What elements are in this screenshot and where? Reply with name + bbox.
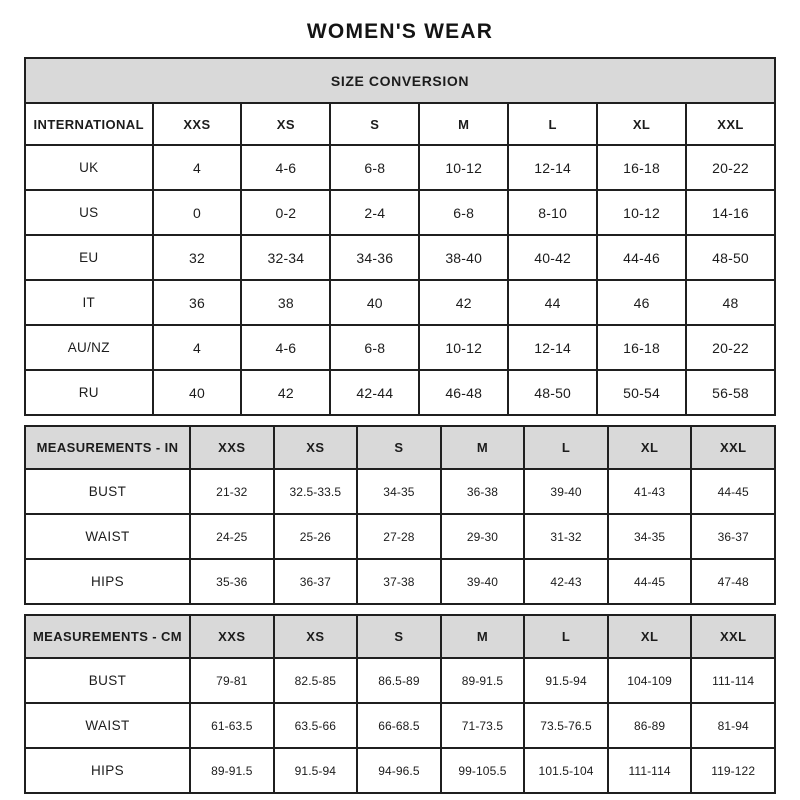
size-value-cell: 4 [153,145,242,190]
size-value-cell: 40 [153,370,242,415]
measurement-value-cell: 86.5-89 [357,658,441,703]
size-conversion-row-eu [25,235,775,280]
measurement-value-cell: 111-114 [691,658,775,703]
measurement-value-cell: 89-91.5 [441,658,525,703]
column-header-s: S [357,615,441,658]
row-label: AU/NZ [25,325,153,370]
size-value-cell: 40 [330,280,419,325]
measurement-value-cell: 27-28 [357,514,441,559]
row-label: EU [25,235,153,280]
measurement-value-cell: 34-35 [357,469,441,514]
size-conversion-table [24,57,776,416]
measurement-value-cell: 47-48 [691,559,775,604]
size-value-cell: 16-18 [597,325,686,370]
size-value-cell: 20-22 [686,145,775,190]
size-conversion-row-it [25,280,775,325]
size-value-cell: 4-6 [241,145,330,190]
size-conversion-banner-row [25,58,775,103]
column-header-s: S [330,103,419,145]
measurement-value-cell: 79-81 [190,658,274,703]
row-label: WAIST [25,703,190,748]
size-value-cell: 10-12 [419,145,508,190]
size-value-cell: 38 [241,280,330,325]
measurement-value-cell: 39-40 [524,469,608,514]
measurement-value-cell: 44-45 [608,559,692,604]
column-header-l: L [524,615,608,658]
size-value-cell: 6-8 [330,145,419,190]
size-value-cell: 12-14 [508,325,597,370]
in-row-waist [25,514,775,559]
column-header-m: M [441,426,525,469]
measurements-cm-header-row [25,615,775,658]
measurement-value-cell: 31-32 [524,514,608,559]
measurements-in-header-row [25,426,775,469]
column-header-international: INTERNATIONAL [25,103,153,145]
column-header-xxl: XXL [691,426,775,469]
size-value-cell: 4 [153,325,242,370]
size-conversion-banner: SIZE CONVERSION [25,58,775,103]
measurement-value-cell: 36-37 [274,559,358,604]
measurement-value-cell: 35-36 [190,559,274,604]
measurements-cm-table [24,614,776,794]
column-header-xxl: XXL [691,615,775,658]
in-row-bust [25,469,775,514]
column-header-xs: XS [274,426,358,469]
measurement-value-cell: 36-37 [691,514,775,559]
measurement-value-cell: 39-40 [441,559,525,604]
measurement-value-cell: 94-96.5 [357,748,441,793]
column-header-m: M [419,103,508,145]
column-header-xxs: XXS [190,426,274,469]
measurement-value-cell: 37-38 [357,559,441,604]
size-value-cell: 46-48 [419,370,508,415]
row-label: RU [25,370,153,415]
row-label: BUST [25,658,190,703]
measurement-value-cell: 81-94 [691,703,775,748]
measurement-value-cell: 25-26 [274,514,358,559]
size-value-cell: 48-50 [686,235,775,280]
page-title: WOMEN'S WEAR [306,20,494,43]
measurement-value-cell: 111-114 [608,748,692,793]
column-header-s: S [357,426,441,469]
size-value-cell: 8-10 [508,190,597,235]
row-label: HIPS [25,748,190,793]
row-label: IT [25,280,153,325]
measurements-cm-title: MEASUREMENTS - CM [25,615,190,658]
size-value-cell: 6-8 [419,190,508,235]
size-value-cell: 34-36 [330,235,419,280]
row-label: HIPS [25,559,190,604]
size-value-cell: 44-46 [597,235,686,280]
size-value-cell: 32 [153,235,242,280]
measurement-value-cell: 91.5-94 [274,748,358,793]
measurement-value-cell: 89-91.5 [190,748,274,793]
column-header-xxs: XXS [190,615,274,658]
size-value-cell: 10-12 [597,190,686,235]
measurement-value-cell: 66-68.5 [357,703,441,748]
size-value-cell: 38-40 [419,235,508,280]
measurement-value-cell: 29-30 [441,514,525,559]
size-value-cell: 2-4 [330,190,419,235]
size-value-cell: 20-22 [686,325,775,370]
size-value-cell: 42 [419,280,508,325]
cm-row-bust [25,658,775,703]
size-conversion-row-au-nz [25,325,775,370]
measurement-value-cell: 44-45 [691,469,775,514]
size-conversion-row-ru [25,370,775,415]
measurement-value-cell: 101.5-104 [524,748,608,793]
size-value-cell: 40-42 [508,235,597,280]
column-header-xl: XL [608,426,692,469]
measurement-value-cell: 86-89 [608,703,692,748]
cm-row-hips [25,748,775,793]
size-value-cell: 4-6 [241,325,330,370]
size-conversion-row-us [25,190,775,235]
size-value-cell: 46 [597,280,686,325]
size-value-cell: 50-54 [597,370,686,415]
size-value-cell: 14-16 [686,190,775,235]
measurement-value-cell: 24-25 [190,514,274,559]
measurement-value-cell: 41-43 [608,469,692,514]
column-header-m: M [441,615,525,658]
size-value-cell: 42 [241,370,330,415]
size-conversion-row-uk [25,145,775,190]
row-label: US [25,190,153,235]
column-header-xs: XS [241,103,330,145]
size-value-cell: 56-58 [686,370,775,415]
column-header-xxl: XXL [686,103,775,145]
row-label: BUST [25,469,190,514]
size-value-cell: 12-14 [508,145,597,190]
size-value-cell: 36 [153,280,242,325]
cm-row-waist [25,703,775,748]
measurement-value-cell: 63.5-66 [274,703,358,748]
measurement-value-cell: 104-109 [608,658,692,703]
measurement-value-cell: 73.5-76.5 [524,703,608,748]
measurement-value-cell: 36-38 [441,469,525,514]
measurement-value-cell: 32.5-33.5 [274,469,358,514]
measurement-value-cell: 119-122 [691,748,775,793]
column-header-l: L [508,103,597,145]
measurement-value-cell: 71-73.5 [441,703,525,748]
size-value-cell: 10-12 [419,325,508,370]
measurements-in-table [24,425,776,605]
size-value-cell: 48 [686,280,775,325]
size-value-cell: 32-34 [241,235,330,280]
measurement-value-cell: 82.5-85 [274,658,358,703]
measurement-value-cell: 99-105.5 [441,748,525,793]
size-value-cell: 42-44 [330,370,419,415]
column-header-l: L [524,426,608,469]
size-value-cell: 44 [508,280,597,325]
size-value-cell: 16-18 [597,145,686,190]
measurement-value-cell: 42-43 [524,559,608,604]
column-header-xl: XL [597,103,686,145]
measurement-value-cell: 61-63.5 [190,703,274,748]
size-value-cell: 48-50 [508,370,597,415]
measurement-value-cell: 34-35 [608,514,692,559]
measurement-value-cell: 91.5-94 [524,658,608,703]
row-label: WAIST [25,514,190,559]
in-row-hips [25,559,775,604]
column-header-xxs: XXS [153,103,242,145]
measurement-value-cell: 21-32 [190,469,274,514]
column-header-xs: XS [274,615,358,658]
measurements-in-title: MEASUREMENTS - IN [25,426,190,469]
size-value-cell: 6-8 [330,325,419,370]
size-value-cell: 0-2 [241,190,330,235]
size-value-cell: 0 [153,190,242,235]
size-conversion-column-header-row [25,103,775,145]
column-header-xl: XL [608,615,692,658]
row-label: UK [25,145,153,190]
